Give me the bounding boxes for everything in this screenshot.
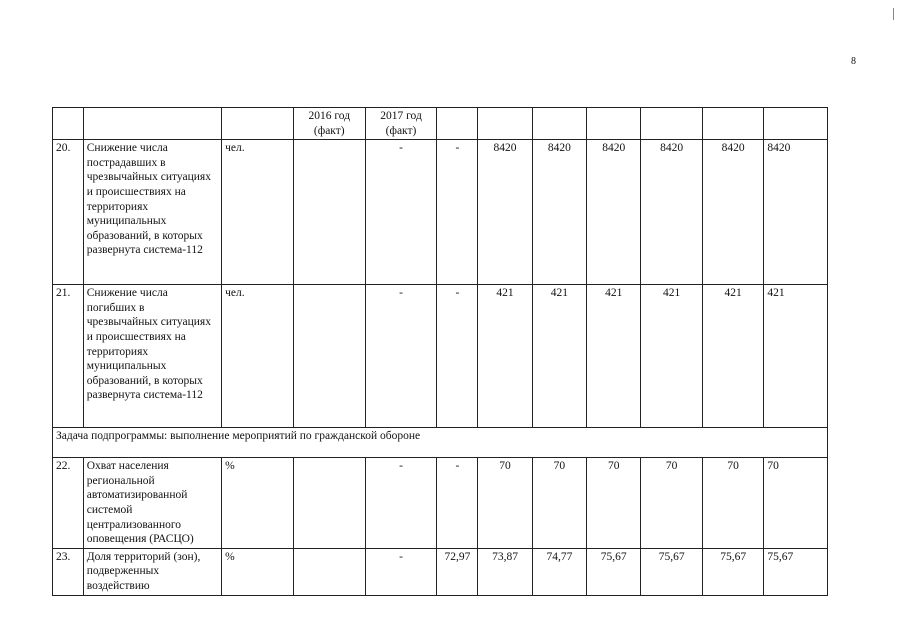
header-row [53,108,828,140]
value-cell: 421 [764,285,828,428]
value-cell [293,285,365,428]
value-cell: 70 [532,458,586,549]
task-row [53,428,828,458]
row-number: 22. [53,458,84,549]
header-cell-empty [437,108,478,140]
value-cell: - [365,548,437,595]
table-row [53,285,828,428]
value-cell: - [365,458,437,549]
row-number: 21. [53,285,84,428]
header-cell-empty [83,108,221,140]
table-row [53,140,828,285]
value-cell [293,140,365,285]
indicator-name: Доля территорий (зон), подверженных воздействию [83,548,221,595]
value-cell: - [365,285,437,428]
value-cell: 73,87 [478,548,532,595]
value-cell: 8420 [532,140,586,285]
unit: % [222,548,294,595]
header-cell-empty [532,108,586,140]
value-cell: - [437,458,478,549]
value-cell: 70 [641,458,703,549]
value-cell: 70 [587,458,641,549]
value-cell: 8420 [702,140,764,285]
value-cell: 70 [702,458,764,549]
header-cell-empty [478,108,532,140]
value-cell: 8420 [641,140,703,285]
value-cell: 8420 [587,140,641,285]
value-cell: 421 [532,285,586,428]
value-cell: 421 [587,285,641,428]
unit: % [222,458,294,549]
header-cell-empty [702,108,764,140]
table-row [53,458,828,549]
page-number: 8 [851,56,856,67]
unit: чел. [222,285,294,428]
value-cell [293,458,365,549]
indicator-name: Снижение числа пострадавших в чрезвычайных ситуациях и происшествиях на территориях муниципальных образований, в которых развернута система-112 [83,140,221,285]
header-cell-empty [764,108,828,140]
value-cell: 8420 [764,140,828,285]
value-cell: - [365,140,437,285]
value-cell: 421 [478,285,532,428]
corner-mark [893,8,894,20]
value-cell: 421 [641,285,703,428]
task-description: Задача подпрограммы: выполнение мероприятий по гражданской обороне [53,428,828,458]
row-number: 23. [53,548,84,595]
value-cell: 75,67 [702,548,764,595]
header-cell-empty [587,108,641,140]
value-cell: 421 [702,285,764,428]
unit: чел. [222,140,294,285]
value-cell: 75,67 [764,548,828,595]
value-cell: 72,97 [437,548,478,595]
value-cell: 74,77 [532,548,586,595]
header-cell-empty [641,108,703,140]
header-cell-empty [53,108,84,140]
header-cell-empty [222,108,294,140]
indicators-table [52,107,828,596]
indicator-name: Охват населения региональной автоматизированной системой централизованного оповещения (РАСЦО) [83,458,221,549]
value-cell: - [437,140,478,285]
value-cell: 75,67 [641,548,703,595]
value-cell [293,548,365,595]
header-cell-2017: 2017 год (факт) [365,108,437,140]
value-cell: 70 [764,458,828,549]
indicator-name: Снижение числа погибших в чрезвычайных ситуациях и происшествиях на территориях муниципальных образований, в которых развернута система-112 [83,285,221,428]
table-row [53,548,828,595]
value-cell: 8420 [478,140,532,285]
row-number: 20. [53,140,84,285]
header-cell-2016: 2016 год (факт) [293,108,365,140]
value-cell: - [437,285,478,428]
value-cell: 70 [478,458,532,549]
value-cell: 75,67 [587,548,641,595]
